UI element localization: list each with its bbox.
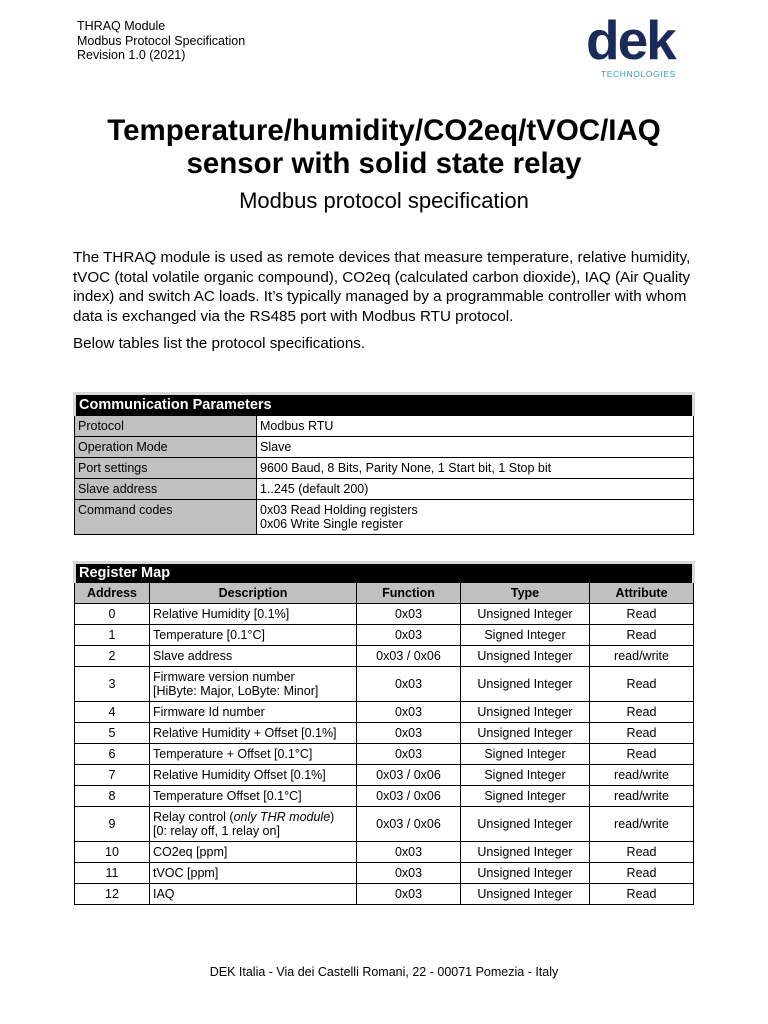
tables-intro: Below tables list the protocol specifications.	[73, 335, 366, 352]
description-line	[153, 810, 353, 824]
register-address: 4	[75, 702, 150, 723]
description-line: Relative Humidity + Offset [0.1%]	[153, 726, 337, 740]
register-attribute: Read	[590, 863, 694, 884]
register-description	[150, 807, 357, 842]
register-address: 12	[75, 884, 150, 905]
table-row	[75, 744, 694, 765]
register-address: 6	[75, 744, 150, 765]
register-address: 2	[75, 646, 150, 667]
description-line: Temperature Offset [0.1°C]	[153, 789, 302, 803]
header-revision: Revision 1.0 (2021)	[77, 48, 186, 63]
logo-tagline: TECHNOLOGIES	[601, 69, 676, 79]
register-type: Signed Integer	[461, 744, 590, 765]
register-table-title: Register Map	[75, 563, 694, 583]
description-line: Firmware version number	[153, 670, 295, 684]
document-header	[77, 19, 245, 63]
register-function: 0x03	[357, 667, 461, 702]
param-label: Port settings	[75, 458, 257, 479]
register-address: 7	[75, 765, 150, 786]
register-address: 11	[75, 863, 150, 884]
register-type: Unsigned Integer	[461, 807, 590, 842]
register-description	[150, 604, 357, 625]
register-attribute: Read	[590, 723, 694, 744]
table-row	[75, 702, 694, 723]
register-type: Unsigned Integer	[461, 884, 590, 905]
command-code-1: 0x03 Read Holding registers	[260, 503, 418, 517]
register-type: Unsigned Integer	[461, 863, 590, 884]
register-attribute: read/write	[590, 646, 694, 667]
col-header-description: Description	[150, 583, 357, 604]
description-line: Slave address	[153, 649, 233, 663]
register-function: 0x03	[357, 702, 461, 723]
register-address: 10	[75, 842, 150, 863]
col-header-type: Type	[461, 583, 590, 604]
command-code-2: 0x06 Write Single register	[260, 517, 403, 531]
description-line: Relative Humidity Offset [0.1%]	[153, 768, 326, 782]
table-row	[75, 479, 694, 500]
param-label: Slave address	[75, 479, 257, 500]
param-value: 1..245 (default 200)	[257, 479, 694, 500]
register-address: 9	[75, 807, 150, 842]
register-function: 0x03	[357, 625, 461, 646]
table-row	[75, 863, 694, 884]
register-address: 0	[75, 604, 150, 625]
param-label: Command codes	[75, 500, 257, 535]
register-description	[150, 702, 357, 723]
description-line: tVOC [ppm]	[153, 866, 219, 880]
table-row	[75, 646, 694, 667]
intro-paragraph: The THRAQ module is used as remote devices that measure temperature, relative humidity, tVOC (total volatile organic compound), CO2eq (calculated carbon dioxide), IAQ (Air Quality index) and switch AC loads. It’s typically managed by a programmable controller with whom data is exchanged via the RS485 port with Modbus RTU protocol.	[73, 249, 691, 326]
param-label: Operation Mode	[75, 437, 257, 458]
description-line: [0: relay off, 1 relay on]	[153, 824, 280, 838]
table-row	[75, 437, 694, 458]
title-line-2: sensor with solid state relay	[186, 147, 582, 180]
register-type: Unsigned Integer	[461, 702, 590, 723]
table-row	[75, 500, 694, 535]
register-description	[150, 765, 357, 786]
register-type: Signed Integer	[461, 786, 590, 807]
register-function: 0x03	[357, 863, 461, 884]
table-row	[75, 604, 694, 625]
description-line: Temperature + Offset [0.1°C]	[153, 747, 313, 761]
description-line: CO2eq [ppm]	[153, 845, 228, 859]
register-description	[150, 884, 357, 905]
description-text: Relay control (	[153, 810, 234, 824]
description-note: only THR module	[233, 810, 331, 824]
register-description	[150, 723, 357, 744]
description-line: Firmware Id number	[153, 705, 265, 719]
register-attribute: Read	[590, 667, 694, 702]
register-address: 3	[75, 667, 150, 702]
table-row	[75, 884, 694, 905]
register-type: Unsigned Integer	[461, 604, 590, 625]
col-header-attribute: Attribute	[590, 583, 694, 604]
param-value	[257, 500, 694, 535]
register-type: Unsigned Integer	[461, 667, 590, 702]
table-row	[75, 667, 694, 702]
header-spec: Modbus Protocol Specification	[77, 33, 246, 48]
table-row	[75, 807, 694, 842]
register-address: 1	[75, 625, 150, 646]
description-line: [HiByte: Major, LoByte: Minor]	[153, 684, 319, 698]
register-description	[150, 625, 357, 646]
register-function: 0x03 / 0x06	[357, 807, 461, 842]
register-type: Unsigned Integer	[461, 723, 590, 744]
page-subtitle: Modbus protocol specification	[239, 188, 529, 213]
logo-wordmark: dek	[586, 9, 675, 71]
register-attribute: read/write	[590, 786, 694, 807]
register-description	[150, 842, 357, 863]
param-value: Slave	[257, 437, 694, 458]
register-type: Signed Integer	[461, 765, 590, 786]
description-line: Temperature [0.1°C]	[153, 628, 265, 642]
register-attribute: read/write	[590, 807, 694, 842]
register-header-row	[75, 583, 694, 604]
communication-parameters-table	[73, 392, 695, 535]
table-row	[75, 625, 694, 646]
register-attribute: Read	[590, 842, 694, 863]
register-function: 0x03 / 0x06	[357, 786, 461, 807]
register-address: 8	[75, 786, 150, 807]
description-line: Relative Humidity [0.1%]	[153, 607, 290, 621]
register-type: Signed Integer	[461, 625, 590, 646]
header-module: THRAQ Module	[77, 19, 166, 33]
register-function: 0x03 / 0x06	[357, 646, 461, 667]
comm-table-title: Communication Parameters	[75, 394, 694, 416]
register-function: 0x03	[357, 604, 461, 625]
register-function: 0x03	[357, 884, 461, 905]
title-line-1: Temperature/humidity/CO2eq/tVOC/IAQ	[107, 114, 661, 147]
table-row	[75, 786, 694, 807]
register-type: Unsigned Integer	[461, 646, 590, 667]
table-row	[75, 765, 694, 786]
register-description	[150, 744, 357, 765]
register-description	[150, 786, 357, 807]
param-value: 9600 Baud, 8 Bits, Parity None, 1 Start bit, 1 Stop bit	[257, 458, 694, 479]
register-attribute: Read	[590, 744, 694, 765]
register-function: 0x03	[357, 842, 461, 863]
page-footer: DEK Italia - Via dei Castelli Romani, 22 - 00071 Pomezia - Italy	[209, 965, 559, 979]
register-function: 0x03	[357, 723, 461, 744]
register-attribute: Read	[590, 884, 694, 905]
col-header-function: Function	[357, 583, 461, 604]
table-row	[75, 723, 694, 744]
description-text: )	[330, 810, 335, 824]
register-attribute: Read	[590, 604, 694, 625]
col-header-address: Address	[75, 583, 150, 604]
register-attribute: Read	[590, 702, 694, 723]
table-row	[75, 416, 694, 437]
param-value: Modbus RTU	[257, 416, 694, 437]
register-description	[150, 863, 357, 884]
register-map-table	[73, 561, 695, 905]
register-function: 0x03 / 0x06	[357, 765, 461, 786]
register-address: 5	[75, 723, 150, 744]
register-attribute: read/write	[590, 765, 694, 786]
dek-logo	[586, 9, 686, 82]
table-row	[75, 458, 694, 479]
table-row	[75, 842, 694, 863]
register-type: Unsigned Integer	[461, 842, 590, 863]
register-function: 0x03	[357, 744, 461, 765]
page-title	[0, 114, 768, 180]
param-label: Protocol	[75, 416, 257, 437]
register-description	[150, 667, 357, 702]
register-description	[150, 646, 357, 667]
register-attribute: Read	[590, 625, 694, 646]
description-line: IAQ	[153, 887, 175, 901]
